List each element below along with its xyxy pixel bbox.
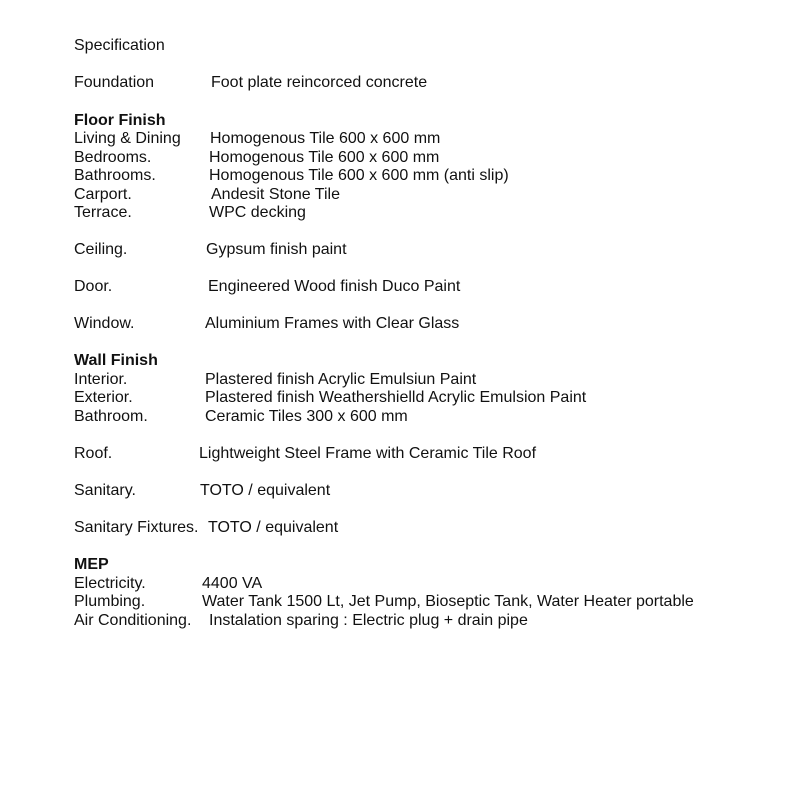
sanitary-fixtures-value: TOTO / equivalent [208,519,339,536]
floor-item-value: Homogenous Tile 600 x 600 mm (anti slip) [209,167,509,184]
roof-label: Roof. [74,445,113,462]
floor-item-label: Carport. [74,186,132,203]
sanitary-value: TOTO / equivalent [200,482,331,499]
document-title: Specification [74,37,165,54]
mep-item-value: Instalation sparing : Electric plug + drain pipe [209,612,528,629]
foundation-label: Foundation [74,74,155,91]
mep-item-label: Air Conditioning. [74,612,192,629]
floor-item-label: Bathrooms. [74,167,156,184]
door-value: Engineered Wood finish Duco Paint [208,278,461,295]
floor-finish-heading: Floor Finish [74,112,166,129]
ceiling-label: Ceiling. [74,241,128,258]
mep-item-label: Plumbing. [74,593,146,610]
foundation-value: Foot plate reincorced concrete [211,74,428,91]
floor-item-value: Homogenous Tile 600 x 600 mm [210,130,441,147]
mep-item-value: 4400 VA [202,575,263,592]
wall-item-label: Exterior. [74,389,133,406]
wall-item-value: Plastered finish Acrylic Emulsiun Paint [205,371,477,388]
door-label: Door. [74,278,113,295]
mep-heading: MEP [74,556,109,573]
roof-value: Lightweight Steel Frame with Ceramic Tile Roof [199,445,537,462]
floor-item-value: Andesit Stone Tile [211,186,340,203]
wall-item-label: Bathroom. [74,408,148,425]
sanitary-label: Sanitary. [74,482,136,499]
floor-item-value: WPC decking [209,204,306,221]
wall-item-value: Ceramic Tiles 300 x 600 mm [205,408,408,425]
mep-item-value: Water Tank 1500 Lt, Jet Pump, Bioseptic Tank, Water Heater portable [202,593,694,610]
wall-item-label: Interior. [74,371,128,388]
window-value: Aluminium Frames with Clear Glass [205,315,460,332]
mep-item-label: Electricity. [74,575,146,592]
window-label: Window. [74,315,135,332]
wall-finish-heading: Wall Finish [74,352,158,369]
ceiling-value: Gypsum finish paint [206,241,347,258]
floor-item-label: Living & Dining [74,130,181,147]
floor-item-value: Homogenous Tile 600 x 600 mm [209,149,440,166]
sanitary-fixtures-label: Sanitary Fixtures. [74,519,199,536]
floor-item-label: Terrace. [74,204,132,221]
wall-item-value: Plastered finish Weathershielld Acrylic Emulsion Paint [205,389,587,406]
floor-item-label: Bedrooms. [74,149,152,166]
